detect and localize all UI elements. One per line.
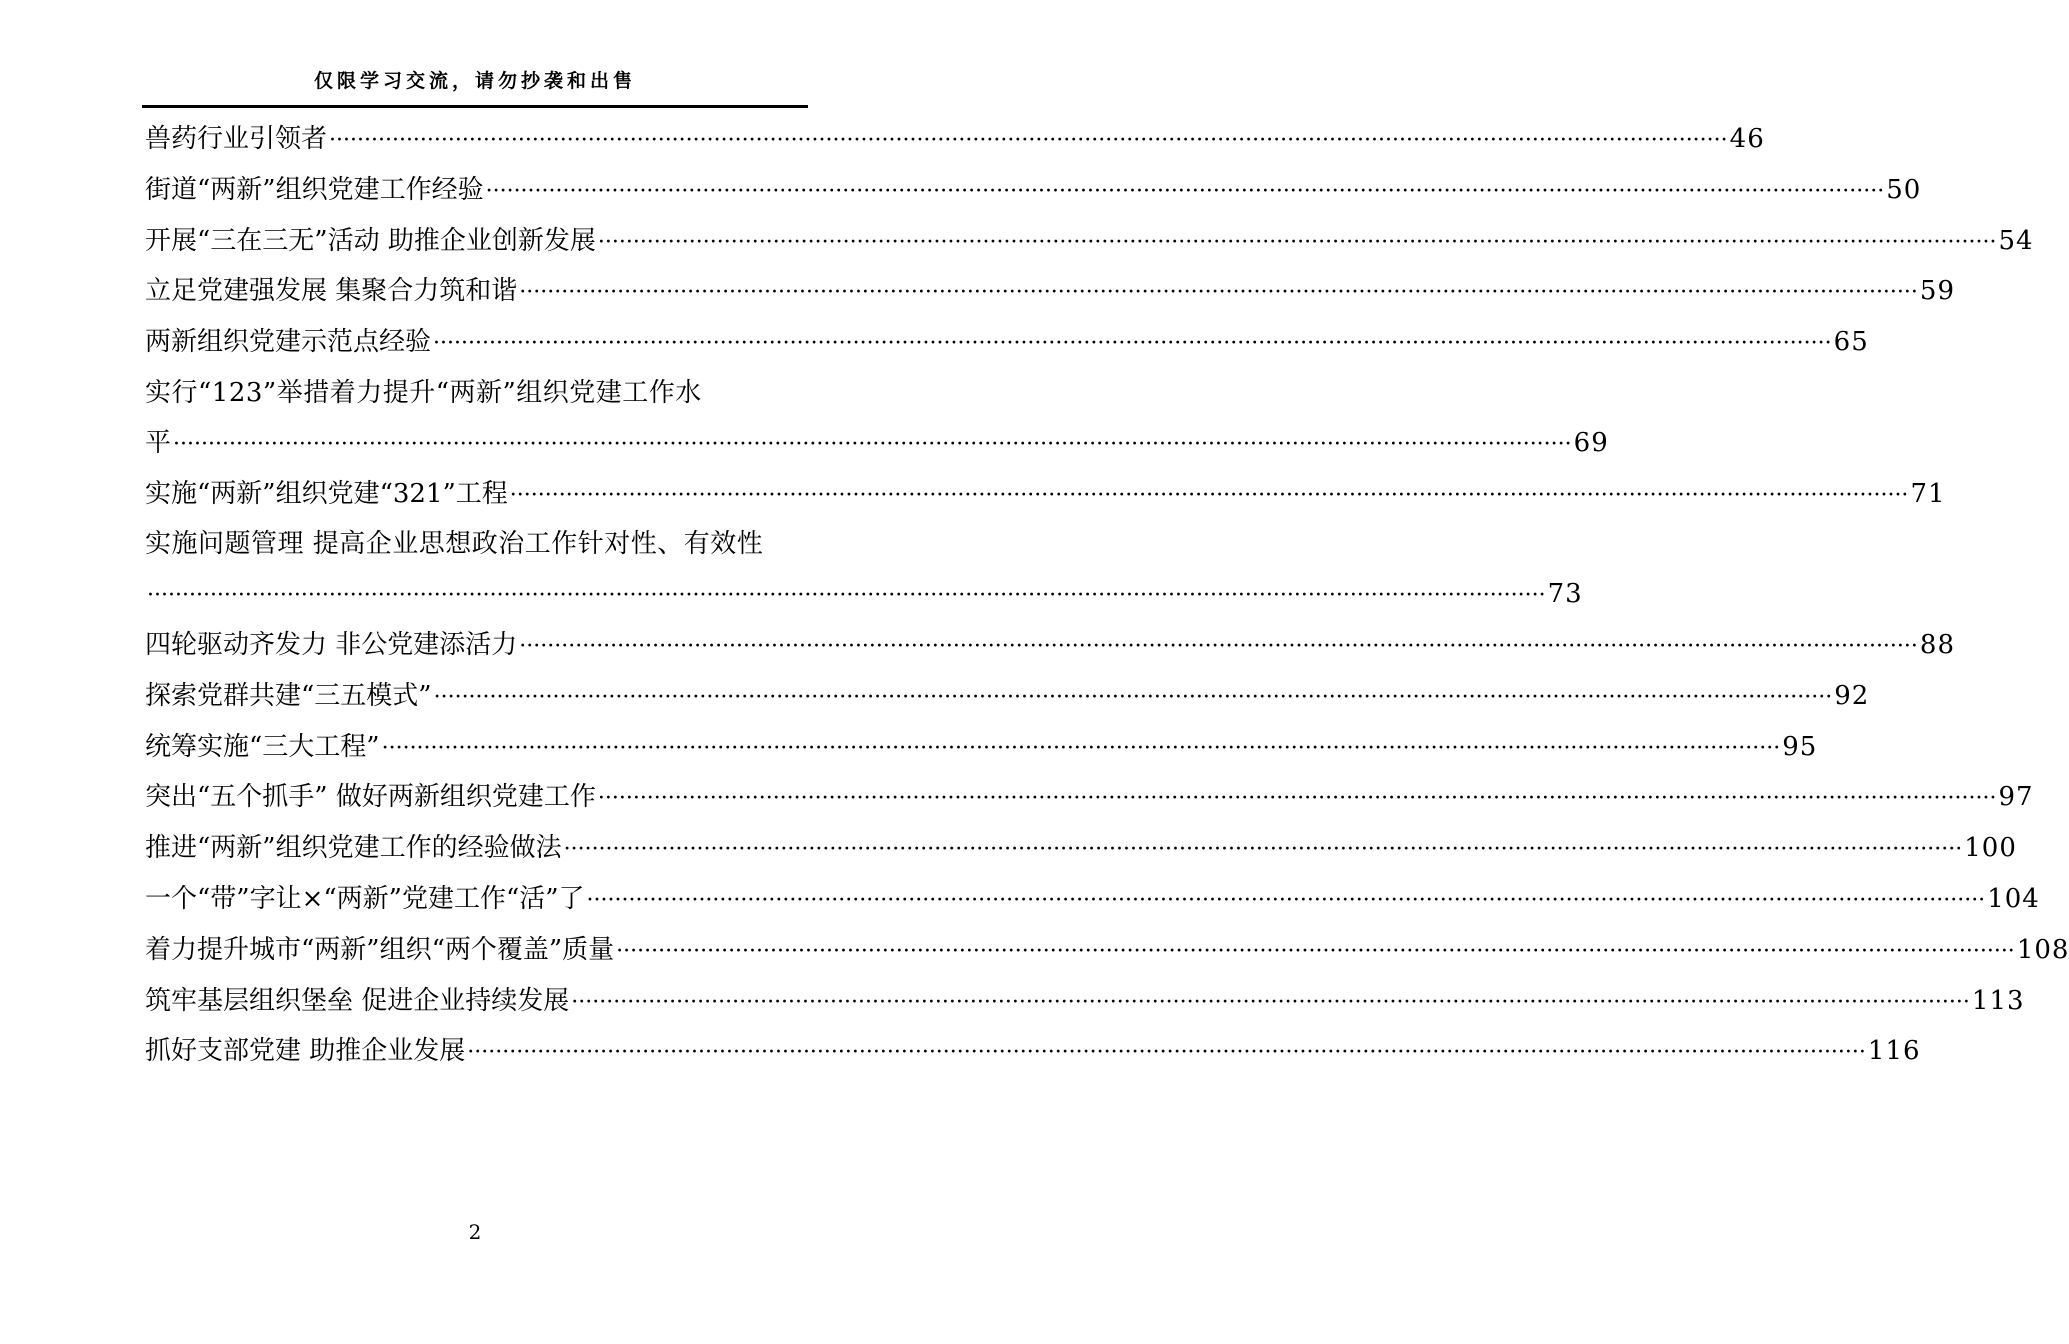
toc-title: 筑牢基层组织堡垒 促进企业持续发展 — [145, 985, 570, 1016]
toc-page: 92 — [1834, 680, 1870, 711]
leader-dots: ········································································································································································································ — [147, 583, 1546, 609]
toc-title: 两新组织党建示范点经验 — [145, 327, 432, 358]
leader-dots: ········································································································································································································ — [433, 331, 1832, 357]
leader-dots: ········································································································································································································ — [173, 431, 1572, 457]
toc-entry[interactable] — [145, 217, 2034, 268]
toc-page: 59 — [1919, 276, 1955, 307]
page-number: 2 — [468, 1220, 482, 1244]
toc-page: 116 — [1867, 1036, 1921, 1067]
toc-title: 着力提升城市“两新”组织“两个覆盖”质量 — [145, 934, 615, 965]
leader-dots: ········································································································································································································ — [597, 786, 1997, 812]
toc-page: 65 — [1833, 327, 1869, 358]
toc-page: 97 — [1998, 782, 2034, 813]
toc-title: 探索党群共建“三五模式” — [145, 680, 432, 711]
toc-page: 69 — [1573, 427, 1609, 458]
leader-dots: ········································································································································································································ — [519, 280, 1918, 306]
toc-entry[interactable] — [145, 470, 1946, 521]
toc-page: 95 — [1782, 731, 1818, 762]
header-rule — [142, 105, 808, 108]
leader-dots: ········································································································································································································ — [571, 989, 1970, 1015]
toc-title: 突出“五个抓手” 做好两新组织党建工作 — [145, 782, 596, 813]
toc-entry[interactable] — [145, 773, 2034, 824]
toc-title: 实施“两新”组织党建“321”工程 — [145, 478, 508, 509]
leader-dots: ········································································································································································································ — [433, 684, 1833, 710]
leader-dots: ········································································································································································································ — [519, 633, 1918, 659]
toc-entry-wrapped[interactable] — [145, 520, 1583, 621]
toc-title: 开展“三在三无”活动 助推企业创新发展 — [145, 225, 596, 256]
toc-entry[interactable] — [145, 875, 2040, 926]
toc-page: 104 — [1987, 883, 2040, 914]
toc-title-line2: 平 — [145, 427, 172, 458]
toc-title: 抓好支部党建 助推企业发展 — [145, 1036, 466, 1067]
toc-page: 113 — [1971, 985, 2025, 1016]
toc-title: 街道“两新”组织党建工作经验 — [145, 174, 484, 205]
toc-page: 73 — [1547, 579, 1583, 610]
toc-page: 88 — [1919, 629, 1955, 660]
toc-title: 统筹实施“三大工程” — [145, 731, 380, 762]
toc-page: 100 — [1964, 833, 2017, 864]
toc-entry[interactable] — [145, 115, 1765, 166]
toc-entry[interactable] — [145, 977, 2025, 1028]
toc-entry[interactable] — [145, 672, 1870, 723]
toc-entry[interactable] — [145, 318, 1869, 369]
toc-title: 立足党建强发展 集聚合力筑和谐 — [145, 276, 518, 307]
toc-entry[interactable] — [145, 267, 1955, 318]
toc-entry[interactable] — [145, 1027, 1921, 1078]
toc-entry[interactable] — [145, 621, 1955, 672]
leader-dots: ········································································································································································································ — [509, 482, 1909, 508]
leader-dots: ········································································································································································································ — [597, 229, 1997, 255]
leader-dots: ········································································································································································································ — [616, 938, 2015, 964]
leader-dots: ········································································································································································································ — [329, 128, 1728, 153]
table-of-contents — [145, 115, 2069, 1078]
toc-page: 71 — [1910, 478, 1946, 509]
leader-dots: ········································································································································································································ — [563, 837, 1963, 863]
toc-title: 推进“两新”组织党建工作的经验做法 — [145, 833, 562, 864]
leader-dots: ········································································································································································································ — [381, 735, 1781, 761]
toc-entry[interactable] — [145, 824, 2017, 875]
toc-title: 兽药行业引领者 — [145, 124, 328, 154]
toc-title: 四轮驱动齐发力 非公党建添活力 — [145, 629, 518, 660]
leader-dots: ········································································································································································································ — [586, 887, 1986, 913]
toc-entry-wrapped[interactable] — [145, 369, 1609, 470]
toc-page: 50 — [1886, 174, 1922, 205]
toc-page: 108 — [2016, 934, 2069, 965]
toc-entry[interactable] — [145, 723, 1818, 774]
toc-entry[interactable] — [145, 926, 2069, 977]
leader-dots: ········································································································································································································ — [485, 178, 1885, 204]
toc-entry[interactable] — [145, 166, 1922, 217]
toc-page: 46 — [1729, 124, 1765, 154]
page-header: 仅限学习交流，请勿抄袭和出售 — [313, 70, 636, 92]
toc-title: 一个“带”字让×“两新”党建工作“活”了 — [145, 883, 585, 914]
toc-title-line1: 实施问题管理 提高企业思想政治工作针对性、有效性 — [145, 529, 764, 560]
toc-page: 54 — [1998, 225, 2034, 256]
leader-dots: ········································································································································································································ — [467, 1040, 1866, 1066]
toc-title-line1: 实行“123”举措着力提升“两新”组织党建工作水 — [145, 377, 702, 408]
